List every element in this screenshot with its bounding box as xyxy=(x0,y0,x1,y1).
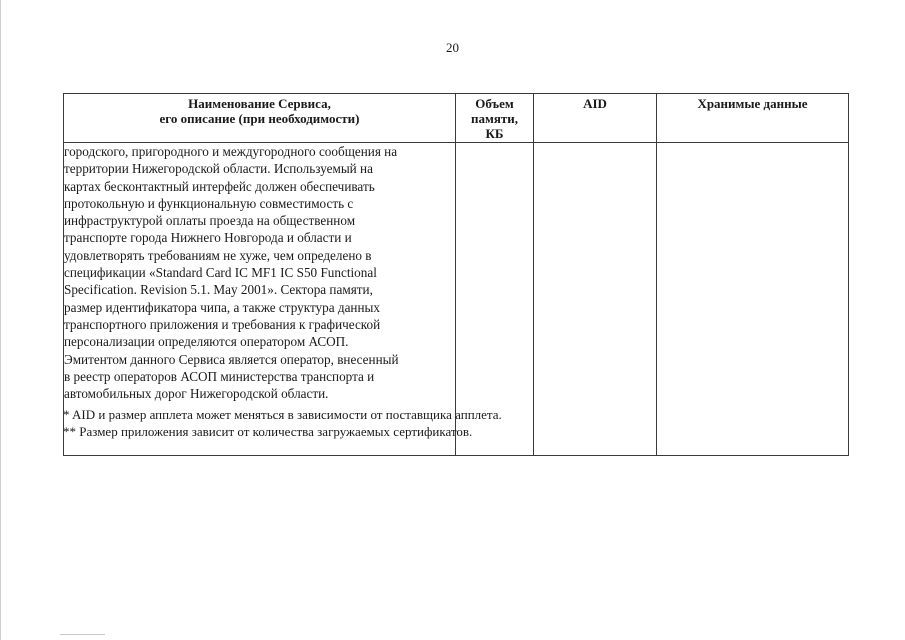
description-line: Specification. Revision 5.1. May 2001». Сектора памяти, xyxy=(64,282,373,298)
header-service-name xyxy=(64,94,456,143)
header-aid: AID xyxy=(534,94,657,143)
header-stored-data: Хранимые данные xyxy=(657,94,849,143)
description-line: спецификации «Standard Card IC MF1 IC S50 Functional xyxy=(64,265,377,281)
description-line: инфраструктурой оплаты проезда на общественном xyxy=(64,213,356,229)
header-memory-size xyxy=(456,94,534,143)
footnotes xyxy=(63,406,502,440)
description-line: Эмитентом данного Сервиса является оператор, внесенный xyxy=(64,351,399,367)
header-service-name-line2: его описание (при необходимости) xyxy=(159,111,360,126)
description-line: территории Нижегородской области. Используемый на xyxy=(64,161,373,177)
header-service-name-line1: Наименование Сервиса, xyxy=(188,96,331,111)
description-line: картах бесконтактный интерфейс должен обеспечивать xyxy=(64,178,375,194)
header-memory-line1: Объем xyxy=(475,96,514,111)
services-table xyxy=(63,93,849,456)
scan-edge xyxy=(0,0,1,640)
header-memory-line2: памяти, xyxy=(470,111,518,126)
description-line: транспорте города Нижнего Новгорода и области и xyxy=(64,230,352,246)
description-line: в реестр операторов АСОП министерства транспорта и xyxy=(64,368,375,384)
footnote-aid: * AID и размер апплета может меняться в зависимости от поставщика апплета. xyxy=(63,407,502,422)
description-line: протокольную и функциональную совместимость с xyxy=(64,195,354,211)
description-line: удовлетворять требованиям не хуже, чем определено в xyxy=(64,247,372,263)
stored-data-cell xyxy=(657,143,849,456)
table-header-row xyxy=(64,94,849,143)
description-line: транспортного приложения и требования к графической xyxy=(64,316,381,332)
footnote-app-size: ** Размер приложения зависит от количества загружаемых сертификатов. xyxy=(63,424,473,439)
scan-mark xyxy=(60,634,105,635)
aid-cell xyxy=(534,143,657,456)
page-number: 20 xyxy=(446,40,459,55)
description-line: городского, пригородного и междугородного сообщения на xyxy=(64,144,398,159)
description-line: размер идентификатора чипа, а также структура данных xyxy=(64,299,381,315)
description-line: автомобильных дорог Нижегородской области. xyxy=(64,386,329,402)
description-line: персонализации определяются оператором АСОП. xyxy=(64,334,349,350)
header-memory-line3: КБ xyxy=(485,126,504,141)
